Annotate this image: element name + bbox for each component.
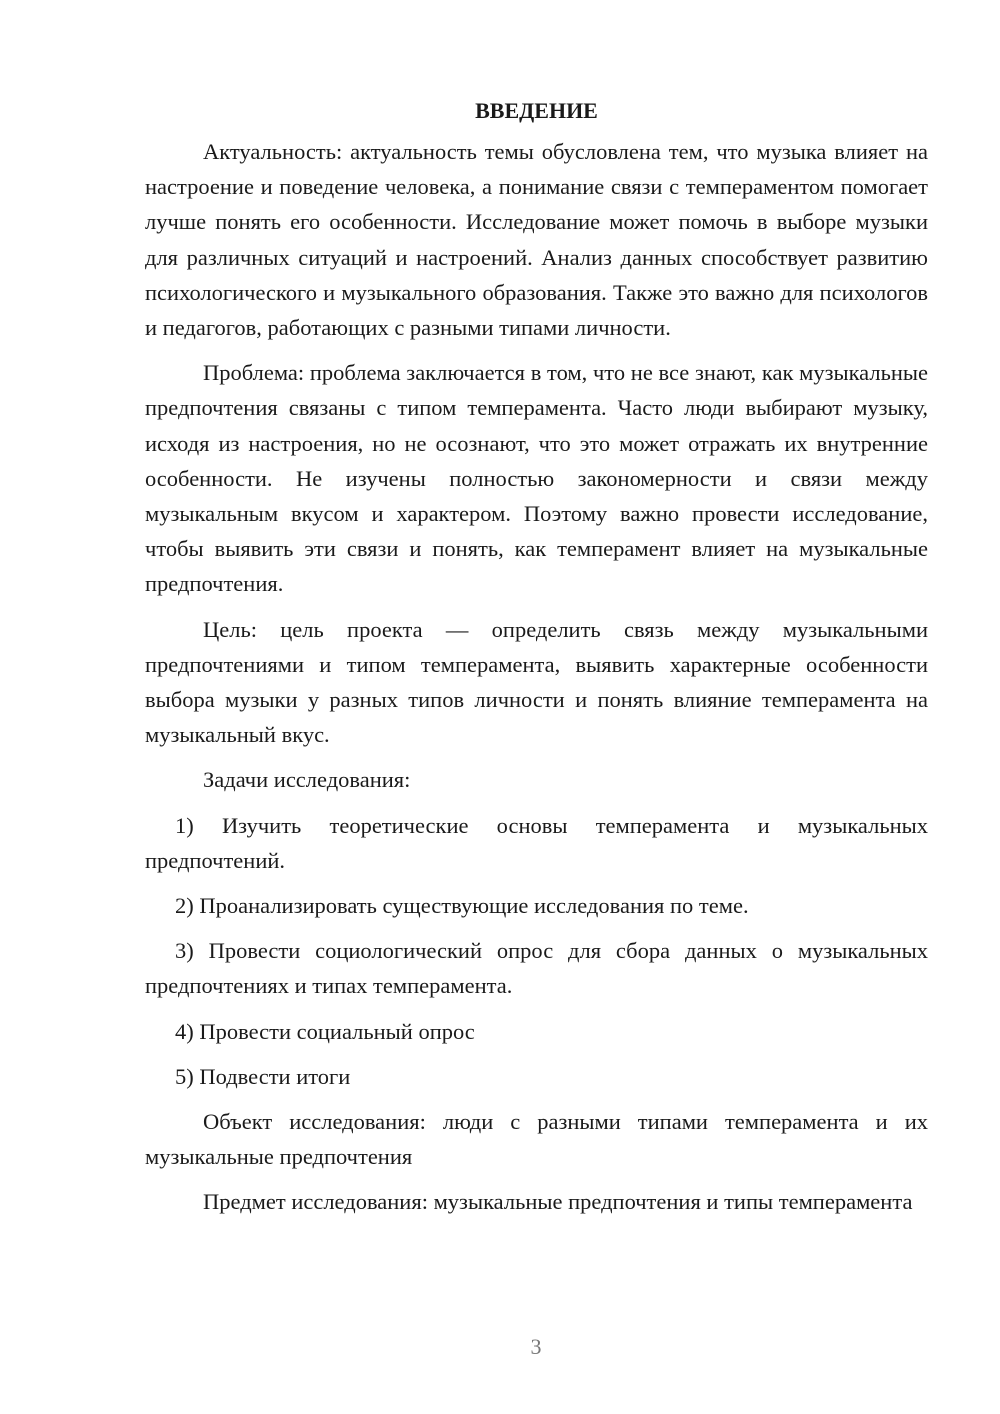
- paragraph-problem: Проблема: проблема заключается в том, что не все знают, как музыкальные предпочтения связаны с типом темперамента. Часто люди выбирают музыку, исходя из настроения, но не осознают, что это может отражать их внутренние особенности. Не изучены полностью закономерности и связи между музыкальным вкусом и характером. Поэтому важно провести исследование, чтобы выявить эти связи и понять, как темперамент влияет на музыкальные предпочтения.: [145, 360, 928, 597]
- page-number: 3: [530, 1334, 542, 1359]
- paragraph-subject: Предмет исследования: музыкальные предпочтения и типы темперамента: [203, 1189, 913, 1215]
- tasks-heading: Задачи исследования:: [203, 767, 411, 793]
- task-item-4: 4) Провести социальный опрос: [175, 1018, 475, 1044]
- paragraph-relevance: Актуальность: актуальность темы обусловлена тем, что музыка влияет на настроение и поведение человека, а понимание связи с темпераментом помогает лучше понять его особенности. Исследование может помочь в выборе музыки для различных ситуаций и настроений. Анализ данных способствует развитию психологического и музыкального образования. Также это важно для психологов и педагогов, работающих с разными типами личности.: [145, 139, 928, 341]
- paragraph-goal: Цель: цель проекта — определить связь между музыкальными предпочтениями и типом темперамента, выявить характерные особенности выбора музыки у разных типов личности и понять влияние темперамента на музыкальный вкус.: [145, 616, 928, 748]
- paragraph-object: Объект исследования: люди с разными типами темперамента и их музыкальные предпочтения: [145, 1109, 928, 1170]
- task-item-2: 2) Проанализировать существующие исследования по теме.: [175, 893, 749, 919]
- section-title: ВВЕДЕНИЕ: [475, 98, 598, 123]
- task-item-5: 5) Подвести итоги: [175, 1063, 351, 1089]
- task-item-1: 1) Изучить теоретические основы темперамента и музыкальных предпочтений.: [145, 812, 928, 873]
- task-item-3: 3) Провести социологический опрос для сбора данных о музыкальных предпочтениях и типах темперамента.: [145, 938, 928, 999]
- document-page: [145, 94, 928, 1220]
